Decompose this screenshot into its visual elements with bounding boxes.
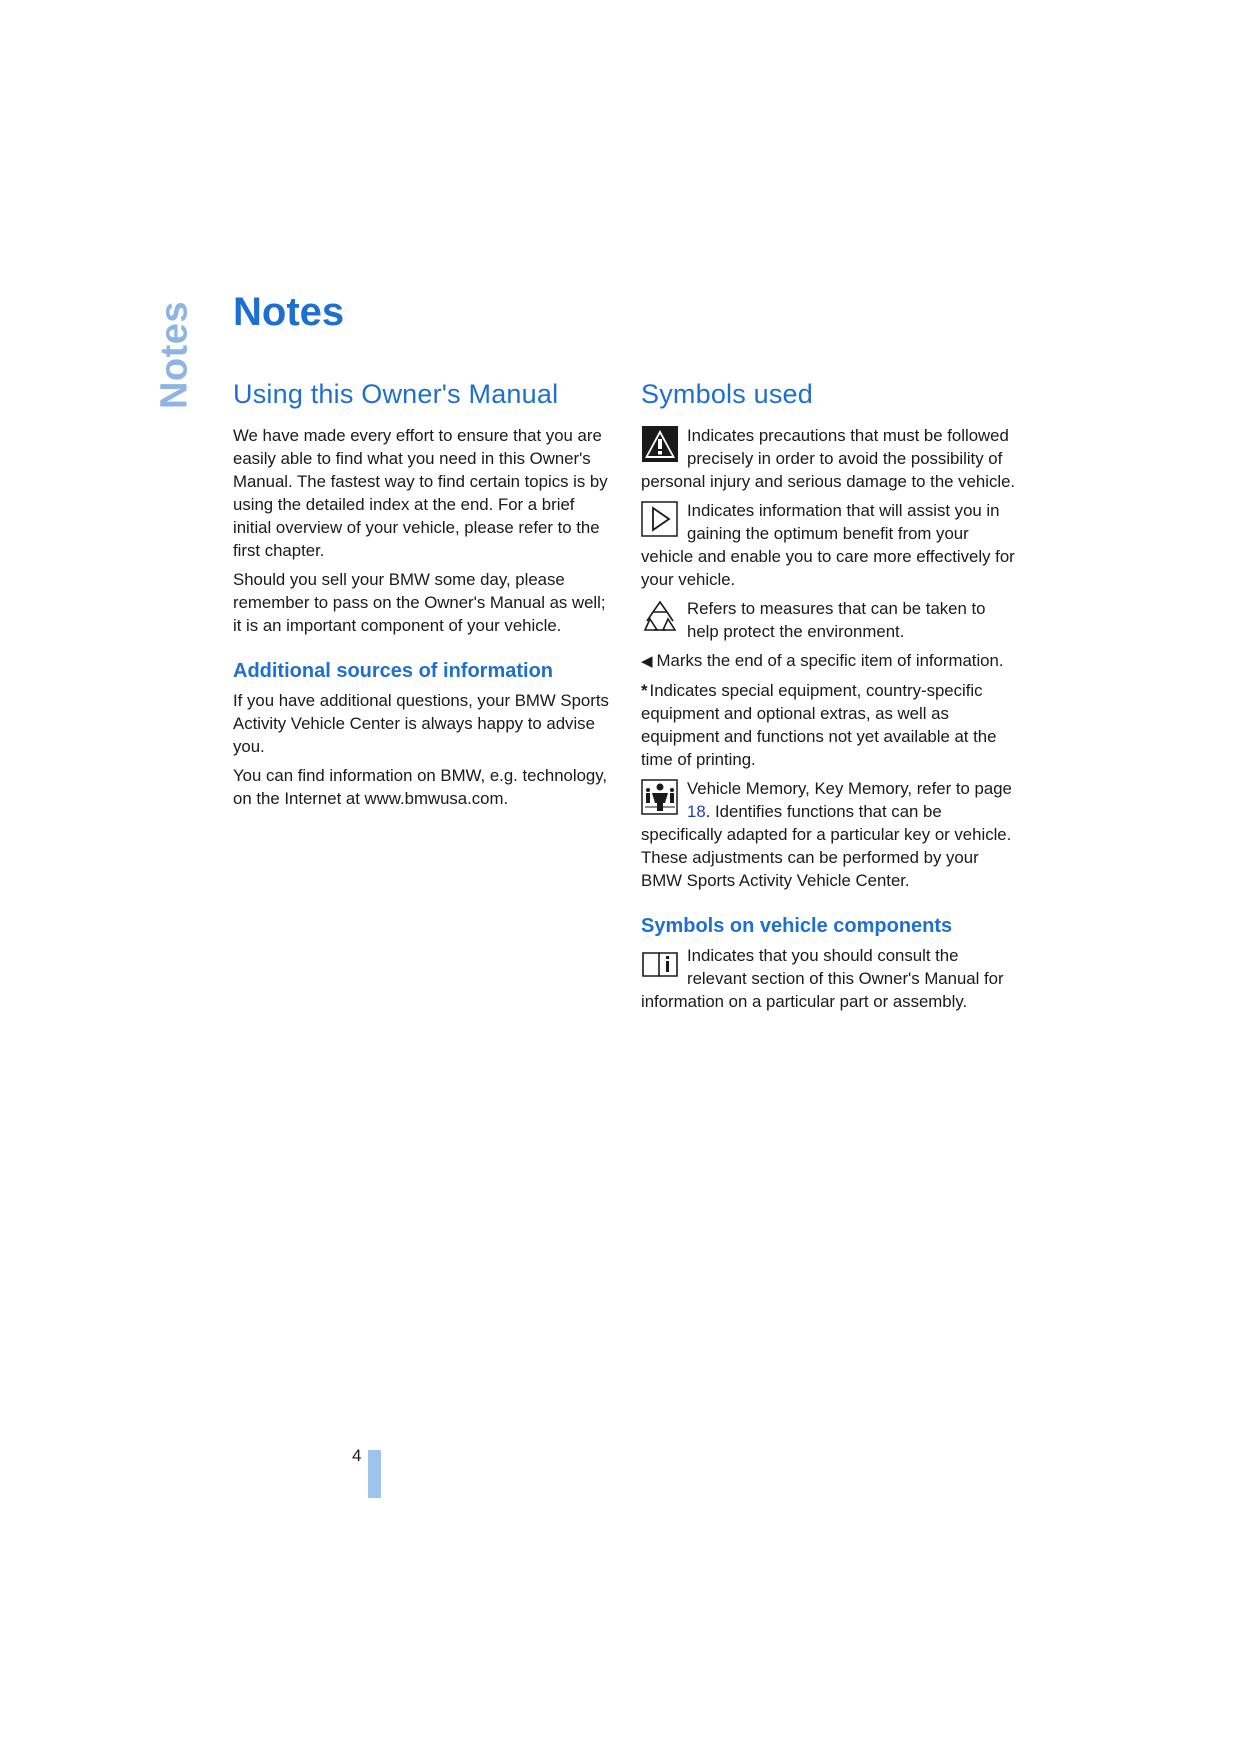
asterisk-icon: * <box>641 681 648 701</box>
additional-sources-paragraph-2: You can find information on BMW, e.g. technology, on the Internet at www.bmwusa.com. <box>233 766 608 809</box>
using-manual-paragraph-1: We have made every effort to ensure that you are easily able to find what you need in this Owner's Manual. The fastest way to find certain topics is by using the detailed index at the end. For a brief initial overview of your vehicle, please refer to the first chapter. <box>233 426 608 561</box>
symbol-environment <box>641 597 1019 643</box>
side-tab <box>155 298 195 412</box>
symbol-vehicle-memory <box>641 777 1019 892</box>
symbol-warning-text: Indicates precautions that must be followed precisely in order to avoid the possibility of personal injury and serious damage to the vehicle. <box>641 426 1016 492</box>
right-column <box>641 378 1019 1019</box>
open-book-info-icon <box>641 944 679 984</box>
vehicle-memory-icon <box>641 777 679 817</box>
symbol-special-equipment-text: Indicates special equipment, country-specific equipment and optional extras, as well as equipment and functions not yet available at the time of printing. <box>641 681 997 770</box>
end-marker-icon: ◀ <box>641 653 653 671</box>
symbol-manual-text: Indicates that you should consult the relevant section of this Owner's Manual for information on a particular part or assembly. <box>641 946 1004 1012</box>
using-manual-paragraph-2: Should you sell your BMW some day, please remember to pass on the Owner's Manual as well; it is an important component of your vehicle. <box>233 570 606 636</box>
symbol-vehicle-memory-text <box>641 777 1019 892</box>
symbol-end-marker-text: Marks the end of a specific item of information. <box>656 651 1004 671</box>
symbol-warning <box>641 424 1019 493</box>
vehicle-memory-text-before: Vehicle Memory, Key Memory, refer to page <box>687 779 1012 799</box>
page-link-18[interactable]: 18 <box>687 802 706 822</box>
additional-sources-paragraph-1: If you have additional questions, your BMW Sports Activity Vehicle Center is always happy to advise you. <box>233 691 609 757</box>
vehicle-memory-text-after: . Identifies functions that can be specifically adapted for a particular key or vehicle. These adjustments can be performed by your BMW Sports Activity Vehicle Center. <box>641 802 1012 891</box>
play-arrow-icon <box>641 499 679 539</box>
page-number: 4 <box>352 1446 362 1465</box>
symbol-info <box>641 499 1019 591</box>
page-marker-bar <box>368 1450 381 1498</box>
symbol-info-text: Indicates information that will assist you in gaining the optimum benefit from your vehicle and enable you to care more effectively for your vehicle. <box>641 501 1015 590</box>
additional-sources-heading: Additional sources of information <box>233 660 554 683</box>
symbol-end-marker <box>641 649 1019 673</box>
using-manual-heading: Using this Owner's Manual <box>233 379 559 409</box>
recycle-icon <box>641 597 679 637</box>
side-tab-label: Notes <box>153 300 196 410</box>
symbols-components-heading: Symbols on vehicle components <box>641 915 953 938</box>
symbol-environment-text: Refers to measures that can be taken to help protect the environment. <box>687 599 986 642</box>
symbol-manual <box>641 944 1019 1013</box>
symbols-used-heading: Symbols used <box>641 379 813 409</box>
page-title: Notes <box>233 290 345 334</box>
warning-triangle-icon <box>641 424 679 464</box>
symbol-special-equipment <box>641 679 1019 771</box>
left-column <box>233 378 611 816</box>
